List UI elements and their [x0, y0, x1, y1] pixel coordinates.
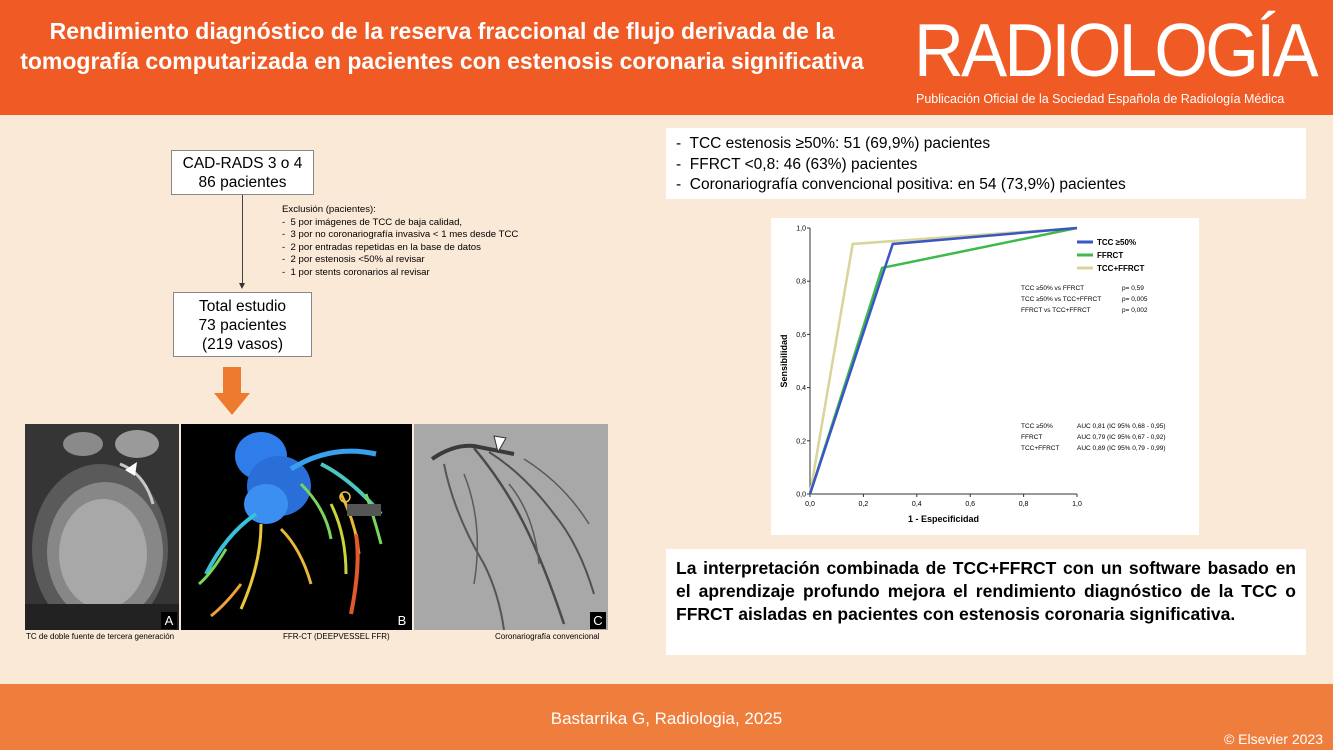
caption-panel-b: FFR-CT (DEEPVESSEL FFR) — [283, 632, 390, 641]
pvalue-value: p= 0,59 — [1122, 285, 1144, 292]
y-tick-label: 1,0 — [796, 225, 806, 233]
legend-label: TCC+FFRCT — [1097, 264, 1145, 273]
exclusion-title: Exclusión (pacientes): — [282, 204, 376, 215]
exclusion-list — [282, 204, 518, 279]
exclusion-item: - 3 por no coronariografía invasiva < 1 mes desde TCC — [282, 229, 519, 240]
x-tick-label: 0,0 — [805, 501, 815, 508]
series-line — [810, 228, 1077, 494]
footer-banner — [0, 684, 1333, 750]
auc-series-label: FFRCT — [1021, 434, 1043, 441]
image-panel-ct — [25, 424, 179, 630]
caption-panel-c: Coronariografía convencional — [495, 632, 600, 641]
flow-box-total-line3: (219 vasos) — [202, 336, 283, 353]
panel-letter-c: C — [590, 612, 606, 629]
roc-chart-svg — [771, 218, 1199, 535]
auc-value: AUC 0,79 (IC 95% 0,67 - 0,92) — [1077, 434, 1166, 441]
flow-arrowhead — [239, 283, 245, 289]
conclusion-box: La interpretación combinada de TCC+FFRCT con un software basado en el aprendizaje profundo mejora el rendimiento diagnóstico de la TCC o FFRCT aisladas en pacientes con estenosis coronaria significativa. — [666, 549, 1306, 655]
x-tick-label: 0,4 — [911, 501, 922, 508]
y-tick-label: 0,8 — [796, 278, 806, 286]
header-banner — [0, 0, 1333, 115]
logo-subtitle: Publicación Oficial de la Sociedad Española de Radiología Médica — [916, 92, 1285, 106]
pvalue-value: p= 0,002 — [1122, 307, 1148, 314]
flow-box-total-line2: 73 pacientes — [198, 317, 287, 334]
auc-series-label: TCC+FFRCT — [1021, 445, 1060, 452]
x-axis-label: 1 - Especificidad — [907, 514, 980, 524]
pvalue-label: TCC ≥50% vs FFRCT — [1021, 285, 1085, 292]
series-line — [810, 228, 1077, 494]
down-arrow-icon — [214, 367, 250, 415]
stats-item: - FFRCT <0,8: 46 (63%) pacientes — [676, 155, 918, 173]
pvalue-value: p= 0,005 — [1122, 296, 1148, 303]
ffrct-model-image — [181, 424, 412, 630]
exclusion-item: - 2 por entradas repetidas en la base de datos — [282, 241, 481, 253]
ct-scan-image — [25, 424, 179, 630]
panel-letter-b: B — [394, 612, 410, 629]
auc-value: AUC 0,89 (IC 95% 0,79 - 0,99) — [1077, 445, 1166, 452]
y-tick-label: 0,0 — [796, 491, 806, 499]
stats-box — [666, 128, 1306, 199]
angiography-image — [414, 424, 608, 630]
x-tick-label: 0,6 — [965, 501, 976, 508]
flow-box-initial — [171, 150, 314, 195]
legend-label: TCC ≥50% — [1097, 238, 1137, 247]
legend-label: FFRCT — [1097, 251, 1124, 260]
x-tick-label: 0,2 — [858, 501, 869, 508]
image-panel-ffrct — [181, 424, 412, 630]
logo-wordmark: RADIOLOGÍA — [914, 8, 1316, 92]
caption-panel-a: TC de doble fuente de tercera generación — [26, 632, 175, 641]
y-axis-label: Sensibilidad — [779, 334, 789, 388]
stats-item: - Coronariografía convencional positiva: en 54 (73,9%) pacientes — [676, 176, 1126, 193]
flow-box-total — [173, 292, 312, 357]
exclusion-item: - 2 por estenosis <50% al revisar — [282, 254, 425, 265]
image-panel-angiography — [414, 424, 608, 630]
flow-box-initial-line2: 86 pacientes — [198, 174, 287, 191]
auc-series-label: TCC ≥50% — [1021, 423, 1053, 430]
exclusion-item: - 1 por stents coronarios al revisar — [282, 266, 430, 278]
auc-value: AUC 0,81 (IC 95% 0,68 - 0,95) — [1077, 423, 1166, 430]
journal-logo — [880, 0, 1333, 115]
footer-copyright: © Elsevier 2023 — [1223, 731, 1323, 747]
flow-box-initial-line1: CAD-RADS 3 o 4 — [182, 155, 303, 172]
pvalue-label: TCC ≥50% vs TCC+FFRCT — [1021, 296, 1102, 303]
x-tick-label: 0,8 — [1018, 501, 1029, 508]
y-tick-label: 0,4 — [796, 385, 806, 393]
y-tick-label: 0,2 — [796, 438, 806, 446]
footer-citation: Bastarrika G, Radiologia, 2025 — [550, 709, 783, 728]
x-tick-label: 1,0 — [1072, 501, 1082, 508]
y-tick-label: 0,6 — [796, 331, 806, 339]
stats-item: - TCC estenosis ≥50%: 51 (69,9%) pacientes — [676, 135, 991, 152]
roc-chart — [771, 218, 1199, 535]
series-line — [810, 228, 1077, 494]
page-title: Rendimiento diagnóstico de la reserva fraccional de flujo derivada de la tomografía computarizada en pacientes con estenosis coronaria significativa — [20, 18, 864, 74]
exclusion-item: - 5 por imágenes de TCC de baja calidad, — [282, 216, 463, 228]
pvalue-label: FFRCT vs TCC+FFRCT — [1021, 307, 1091, 314]
panel-letter-a: A — [161, 612, 177, 629]
flow-box-total-line1: Total estudio — [198, 298, 287, 315]
flow-connector — [242, 195, 243, 283]
